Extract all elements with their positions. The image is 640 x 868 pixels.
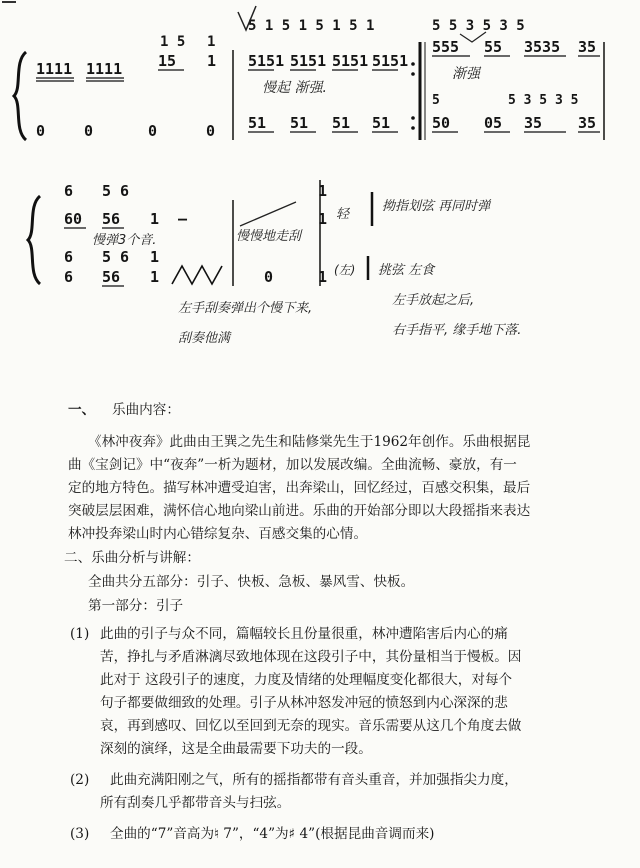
paragraph-line: 全曲共分五部分：引子、快板、急板、暴风雪、快板。	[88, 574, 415, 590]
list-number: (1)	[70, 626, 90, 642]
note-group: 555	[432, 38, 460, 56]
note-group: 35	[578, 114, 597, 132]
svg-text:5 3 5 3 5: 5 3 5 3 5	[508, 93, 579, 108]
svg-text:1: 1	[150, 248, 160, 266]
subheading: 第一部分：引子	[88, 598, 184, 614]
note-group: 1	[150, 210, 160, 228]
paragraph-line: 所有刮奏几乎都带音头与扫弦。	[100, 795, 291, 811]
note-group: 1	[318, 268, 328, 286]
svg-text:5 6: 5 6	[102, 182, 130, 200]
svg-text:6: 6	[64, 182, 74, 200]
note-group: 3535	[524, 38, 561, 56]
note-group: 5151	[248, 52, 285, 70]
handwritten-note: 渐强	[452, 66, 480, 82]
paragraph-line: 此曲充满阳刚之气，所有的摇指都带有音头重音，并加强指尖力度，	[110, 772, 518, 788]
svg-text:1: 1	[318, 182, 328, 200]
svg-text:6: 6	[64, 248, 74, 266]
paragraph-line: 突破层层困难，满怀信心地向梁山前进。乐曲的开始部分即以大段摇指来表达	[68, 503, 531, 519]
article-body	[0, 400, 640, 868]
paragraph-line: 哀，再到感叹、回忆以至回到无奈的现实。音乐需要从这几个角度去做	[100, 718, 522, 734]
paragraph-line: 此曲的引子与众不同，篇幅较长且份量很重，林冲遭陷害后内心的痛	[100, 626, 508, 642]
svg-text:5 6: 5 6	[102, 248, 130, 266]
section1-heading: 乐曲内容：	[112, 402, 180, 418]
note-group: 50	[432, 114, 451, 132]
handwritten-note: 刮奏他满	[178, 331, 231, 346]
paragraph-line: 此对于 这段引子的速度，力度及情绪的处理幅度变化都很大，对每个	[100, 672, 513, 688]
section1-number: 一、	[68, 402, 96, 418]
svg-text:6: 6	[64, 268, 74, 286]
handwritten-note: 轻	[336, 207, 350, 222]
svg-text:0: 0	[206, 122, 216, 140]
svg-text:0: 0	[36, 122, 46, 140]
handwritten-note: 慢慢地走刮	[236, 229, 302, 244]
brace-2	[28, 196, 40, 284]
handwritten-note: 慢弹3个音.	[92, 233, 157, 248]
brace-1	[14, 52, 26, 140]
note-group: 35	[578, 38, 597, 56]
paragraph-line: 全曲的“7”音高为♮ 7”，“4”为♯ 4”(根据昆曲音调而来)	[110, 826, 435, 842]
svg-text:1 5: 1 5	[160, 34, 186, 50]
handwritten-note: 左手刮奏弹出个慢下来,	[178, 301, 313, 316]
note-group: 0	[264, 268, 274, 286]
note-group: 60	[64, 210, 83, 228]
note-group: 51	[332, 114, 351, 132]
svg-text:0: 0	[84, 122, 94, 140]
handwritten-note: (左)	[334, 263, 356, 277]
svg-text:1: 1	[318, 210, 328, 228]
note-group: 1	[150, 268, 160, 286]
note-group: 1111	[36, 60, 73, 78]
paragraph-line: 句子都要做细致的处理。引子从林冲怒发冲冠的愤怒到内心深深的悲	[100, 695, 508, 711]
note-group: 51	[372, 114, 391, 132]
handwritten-note: 右手指平, 缘手地下落.	[392, 323, 522, 338]
paragraph-line: 《林冲夜奔》此曲由王巽之先生和陆修棠先生于1962年创作。乐曲根据昆	[88, 434, 531, 450]
note-group: 5151	[332, 52, 369, 70]
svg-text:5: 5	[432, 93, 440, 108]
note-group: 56	[102, 268, 121, 286]
note-group: 5151	[290, 52, 327, 70]
paragraph-line: 深刻的演绎，这是全曲最需要下功夫的一段。	[100, 741, 372, 757]
note-group: 55	[484, 38, 503, 56]
note-group: 35	[524, 114, 543, 132]
paragraph-line: 林冲投奔梁山时内心错综复杂、百感交集的心情。	[68, 526, 368, 542]
list-number: (2)	[70, 772, 90, 788]
svg-text:0: 0	[148, 122, 158, 140]
paragraph-line: 定的地方特色。描写林冲遭受迫害，出奔梁山，回忆经过，百感交积集，最后	[68, 480, 531, 496]
score-svg	[0, 0, 640, 370]
list-number: (3)	[70, 826, 90, 842]
note-group: 1	[207, 52, 217, 70]
svg-text:5 1 5 1 5 1 5 1: 5 1 5 1 5 1 5 1	[248, 18, 375, 34]
svg-text:1: 1	[207, 34, 216, 50]
note-group: 15	[158, 52, 177, 70]
paragraph-line: 曲《宝剑记》中“夜奔”一析为题材，加以发展改编。全曲流畅、豪放，有一	[68, 457, 517, 473]
note-group: 5151	[372, 52, 409, 70]
note-group: 56	[102, 210, 121, 228]
note-group: 05	[484, 114, 503, 132]
handwritten-note: 左手放起之后,	[392, 293, 475, 308]
note-group: 1111	[86, 60, 123, 78]
note-group: 51	[248, 114, 267, 132]
note-group: —	[178, 210, 188, 228]
note-group: 51	[290, 114, 309, 132]
handwritten-note: 慢起 渐强.	[262, 80, 327, 96]
handwritten-note: 挑弦 左食	[378, 263, 435, 278]
svg-text:5 5 3 5 3 5: 5 5 3 5 3 5	[432, 18, 525, 34]
section2-heading: 二、乐曲分析与讲解：	[64, 550, 200, 566]
music-score	[0, 0, 640, 370]
handwritten-note: 拗指划弦 再同时弹	[382, 199, 491, 214]
paragraph-line: 苦，挣扎与矛盾淋漓尽致地体现在这段引子中，其份量相当于慢板。因	[100, 649, 522, 665]
